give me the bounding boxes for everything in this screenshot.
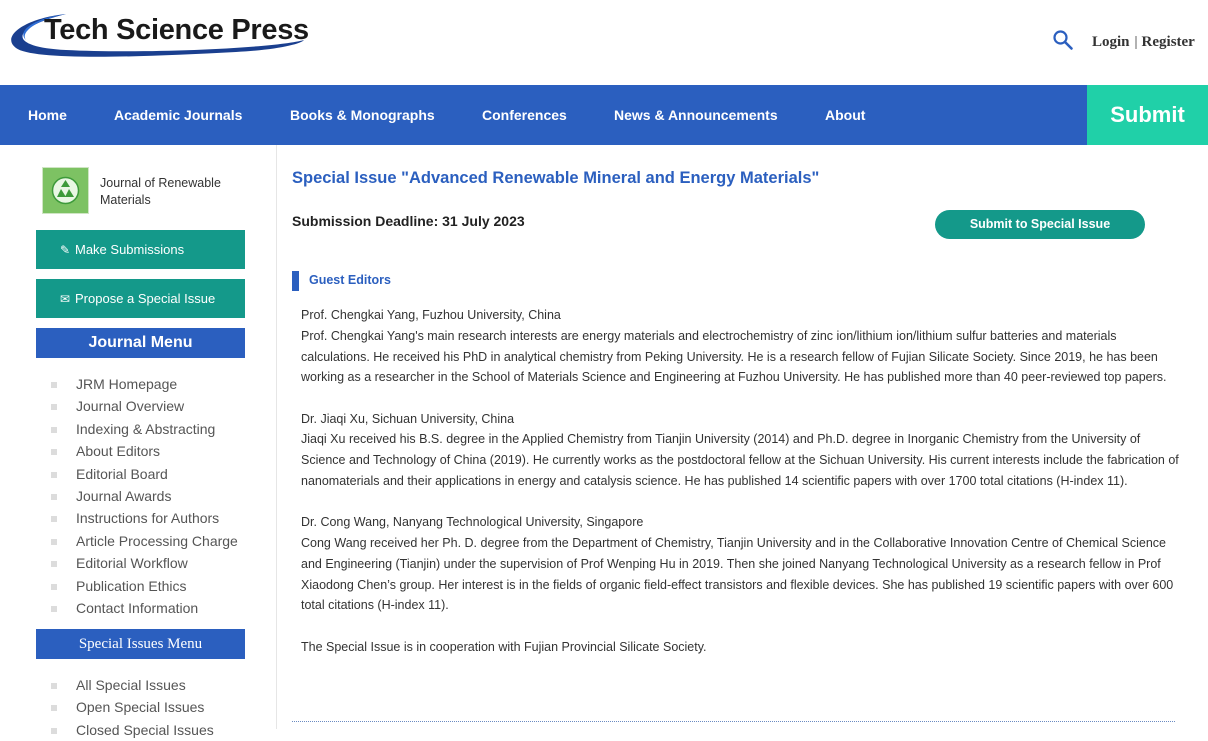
menu-item-label: Editorial Workflow — [76, 555, 188, 572]
make-submissions-button[interactable] — [36, 230, 245, 269]
bullet-icon — [51, 494, 57, 500]
journal-menu-title: Journal Menu — [36, 328, 245, 358]
menu-item-instructions-for-authors[interactable] — [48, 507, 238, 529]
main-content — [292, 145, 1182, 729]
menu-item-label: JRM Homepage — [76, 376, 178, 392]
menu-item-label: Article Processing Charge — [76, 532, 238, 549]
bullet-icon — [51, 606, 57, 612]
editor-name: Dr. Cong Wang, Nanyang Technological University, Singapore — [301, 515, 644, 530]
bullet-icon — [51, 404, 57, 410]
editor-entry — [301, 409, 1181, 492]
brand-name: Tech Science Press — [44, 14, 309, 46]
site-logo[interactable] — [6, 8, 309, 60]
menu-item-label: Journal Awards — [76, 487, 172, 504]
menu-item-about-editors[interactable] — [48, 440, 238, 462]
nav-submit-button[interactable]: Submit — [1087, 85, 1208, 145]
menu-item-editorial-board[interactable] — [48, 463, 238, 485]
journal-card[interactable] — [42, 167, 252, 215]
editor-bio: Cong Wang received her Ph. D. degree from the Department of Chemistry, Tianjin University and in the Collaborative Innovation Centre of Chemical Science and Engineering (Tianjin) under the supervision of Prof Wenping Hu in 2019. Then she joined Nanyang Technological University as a research fellow in Prof Xiaodong Chen’s group. Her interest is in the fields of organic field-effect transistors and flexible devices. She has published 19 scientific papers with over 600 total citations (H-index 11). — [301, 535, 1174, 613]
page-title: Special Issue "Advanced Renewable Mineral and Energy Materials" — [292, 169, 820, 187]
section-marker — [292, 271, 299, 291]
content-divider — [292, 721, 1175, 722]
cooperation-note: The Special Issue is in cooperation with Fujian Provincial Silicate Society. — [301, 639, 707, 654]
recycle-icon — [43, 168, 88, 213]
nav-conferences[interactable]: Conferences — [482, 107, 567, 123]
submission-deadline: Submission Deadline: 31 July 2023 — [292, 213, 525, 229]
special-issues-menu-title: Special Issues Menu — [36, 629, 245, 659]
menu-item-open-special-issues[interactable] — [48, 696, 214, 718]
auth-separator: | — [1134, 34, 1138, 50]
guest-editors-list — [301, 305, 1181, 657]
bullet-icon — [51, 427, 57, 433]
nav-academic-journals[interactable]: Academic Journals — [114, 107, 243, 123]
bullet-icon — [51, 683, 57, 689]
editor-entry — [301, 512, 1181, 616]
submit-to-special-issue-button[interactable]: Submit to Special Issue — [935, 210, 1145, 239]
editor-bio: Jiaqi Xu received his B.S. degree in the Applied Chemistry from Tianjin University (2014) and Ph.D. degree in Inorganic Chemistry from the University of Science and Technology of China (2019). He currently works as the postdoctoral fellow at the Sichuan University. His current interests include the fabrication of nanomaterials and their applications in energy and catalysis science. He has published 14 scientific papers with over 1700 total citations (H-index 11). — [301, 432, 1179, 488]
menu-item-indexing-abstracting[interactable] — [48, 418, 238, 440]
editor-entry — [301, 305, 1181, 388]
nav-news-announcements[interactable]: News & Announcements — [614, 107, 778, 123]
bullet-icon — [51, 516, 57, 522]
journal-name[interactable]: Journal of Renewable Materials — [100, 176, 221, 207]
menu-item-all-special-issues[interactable] — [48, 674, 214, 696]
menu-item-label: All Special Issues — [76, 677, 186, 693]
envelope-open-icon: ✉ — [60, 292, 71, 306]
menu-item-journal-overview[interactable] — [48, 395, 238, 417]
sidebar — [0, 145, 277, 738]
make-submissions-label: Make Submissions — [75, 242, 185, 257]
menu-item-jrm-homepage[interactable] — [48, 373, 238, 395]
guest-editors-label: Guest Editors — [309, 273, 391, 287]
menu-item-editorial-workflow[interactable] — [48, 552, 238, 574]
menu-item-label: Editorial Board — [76, 465, 168, 482]
login-link[interactable]: Login — [1092, 34, 1130, 50]
special-issues-menu-list — [48, 674, 214, 741]
auth-links — [1092, 34, 1195, 51]
menu-item-label: Closed Special Issues — [76, 721, 214, 738]
menu-item-journal-awards[interactable] — [48, 485, 238, 507]
site-header — [0, 0, 1208, 85]
menu-item-label: Publication Ethics — [76, 577, 187, 594]
bullet-icon — [51, 539, 57, 545]
bullet-icon — [51, 449, 57, 455]
editor-bio: Prof. Chengkai Yang's main research interests are energy materials and electrochemistry of zinc ion/lithium ion/lithium sulfur batteries and materials calculations. He received his PhD in analytical chemistry from Peking University. He is a research fellow of Fujian Silicate Society. Since 2019, he has been working as a researcher in the School of Materials Science and Engineering at Fuzhou University. He has published more than 40 peer-reviewed top papers. — [301, 328, 1167, 385]
nav-books-monographs[interactable]: Books & Monographs — [290, 107, 435, 123]
propose-special-issue-button[interactable] — [36, 279, 245, 318]
nav-home[interactable]: Home — [28, 107, 67, 123]
journal-cover-thumbnail[interactable] — [42, 167, 89, 214]
menu-item-label: Instructions for Authors — [76, 510, 220, 527]
nav-about[interactable]: About — [825, 107, 866, 123]
menu-item-publication-ethics[interactable] — [48, 575, 238, 597]
propose-special-issue-label: Propose a Special Issue — [75, 291, 216, 306]
menu-item-article-processing-charge[interactable] — [48, 530, 238, 552]
editor-name: Prof. Chengkai Yang, Fuzhou University, China — [301, 308, 561, 322]
bullet-icon — [51, 382, 57, 388]
menu-item-label: Open Special Issues — [76, 699, 205, 716]
menu-item-closed-special-issues[interactable] — [48, 719, 214, 741]
bullet-icon — [51, 472, 57, 478]
menu-item-label: Journal Overview — [76, 398, 185, 415]
register-link[interactable]: Register — [1141, 34, 1195, 50]
menu-item-contact-information[interactable] — [48, 597, 238, 619]
bullet-icon — [51, 584, 57, 590]
bullet-icon — [51, 705, 57, 711]
journal-menu-list — [48, 373, 238, 619]
menu-item-label: About Editors — [76, 443, 161, 460]
menu-item-label: Contact Information — [76, 599, 199, 616]
editor-name: Dr. Jiaqi Xu, Sichuan University, China — [301, 411, 515, 426]
bullet-icon — [51, 561, 57, 567]
main-nav — [0, 85, 1208, 145]
search-icon[interactable] — [1052, 29, 1074, 51]
edit-icon: ✎ — [60, 243, 71, 257]
menu-item-label: Indexing & Abstracting — [76, 420, 216, 437]
